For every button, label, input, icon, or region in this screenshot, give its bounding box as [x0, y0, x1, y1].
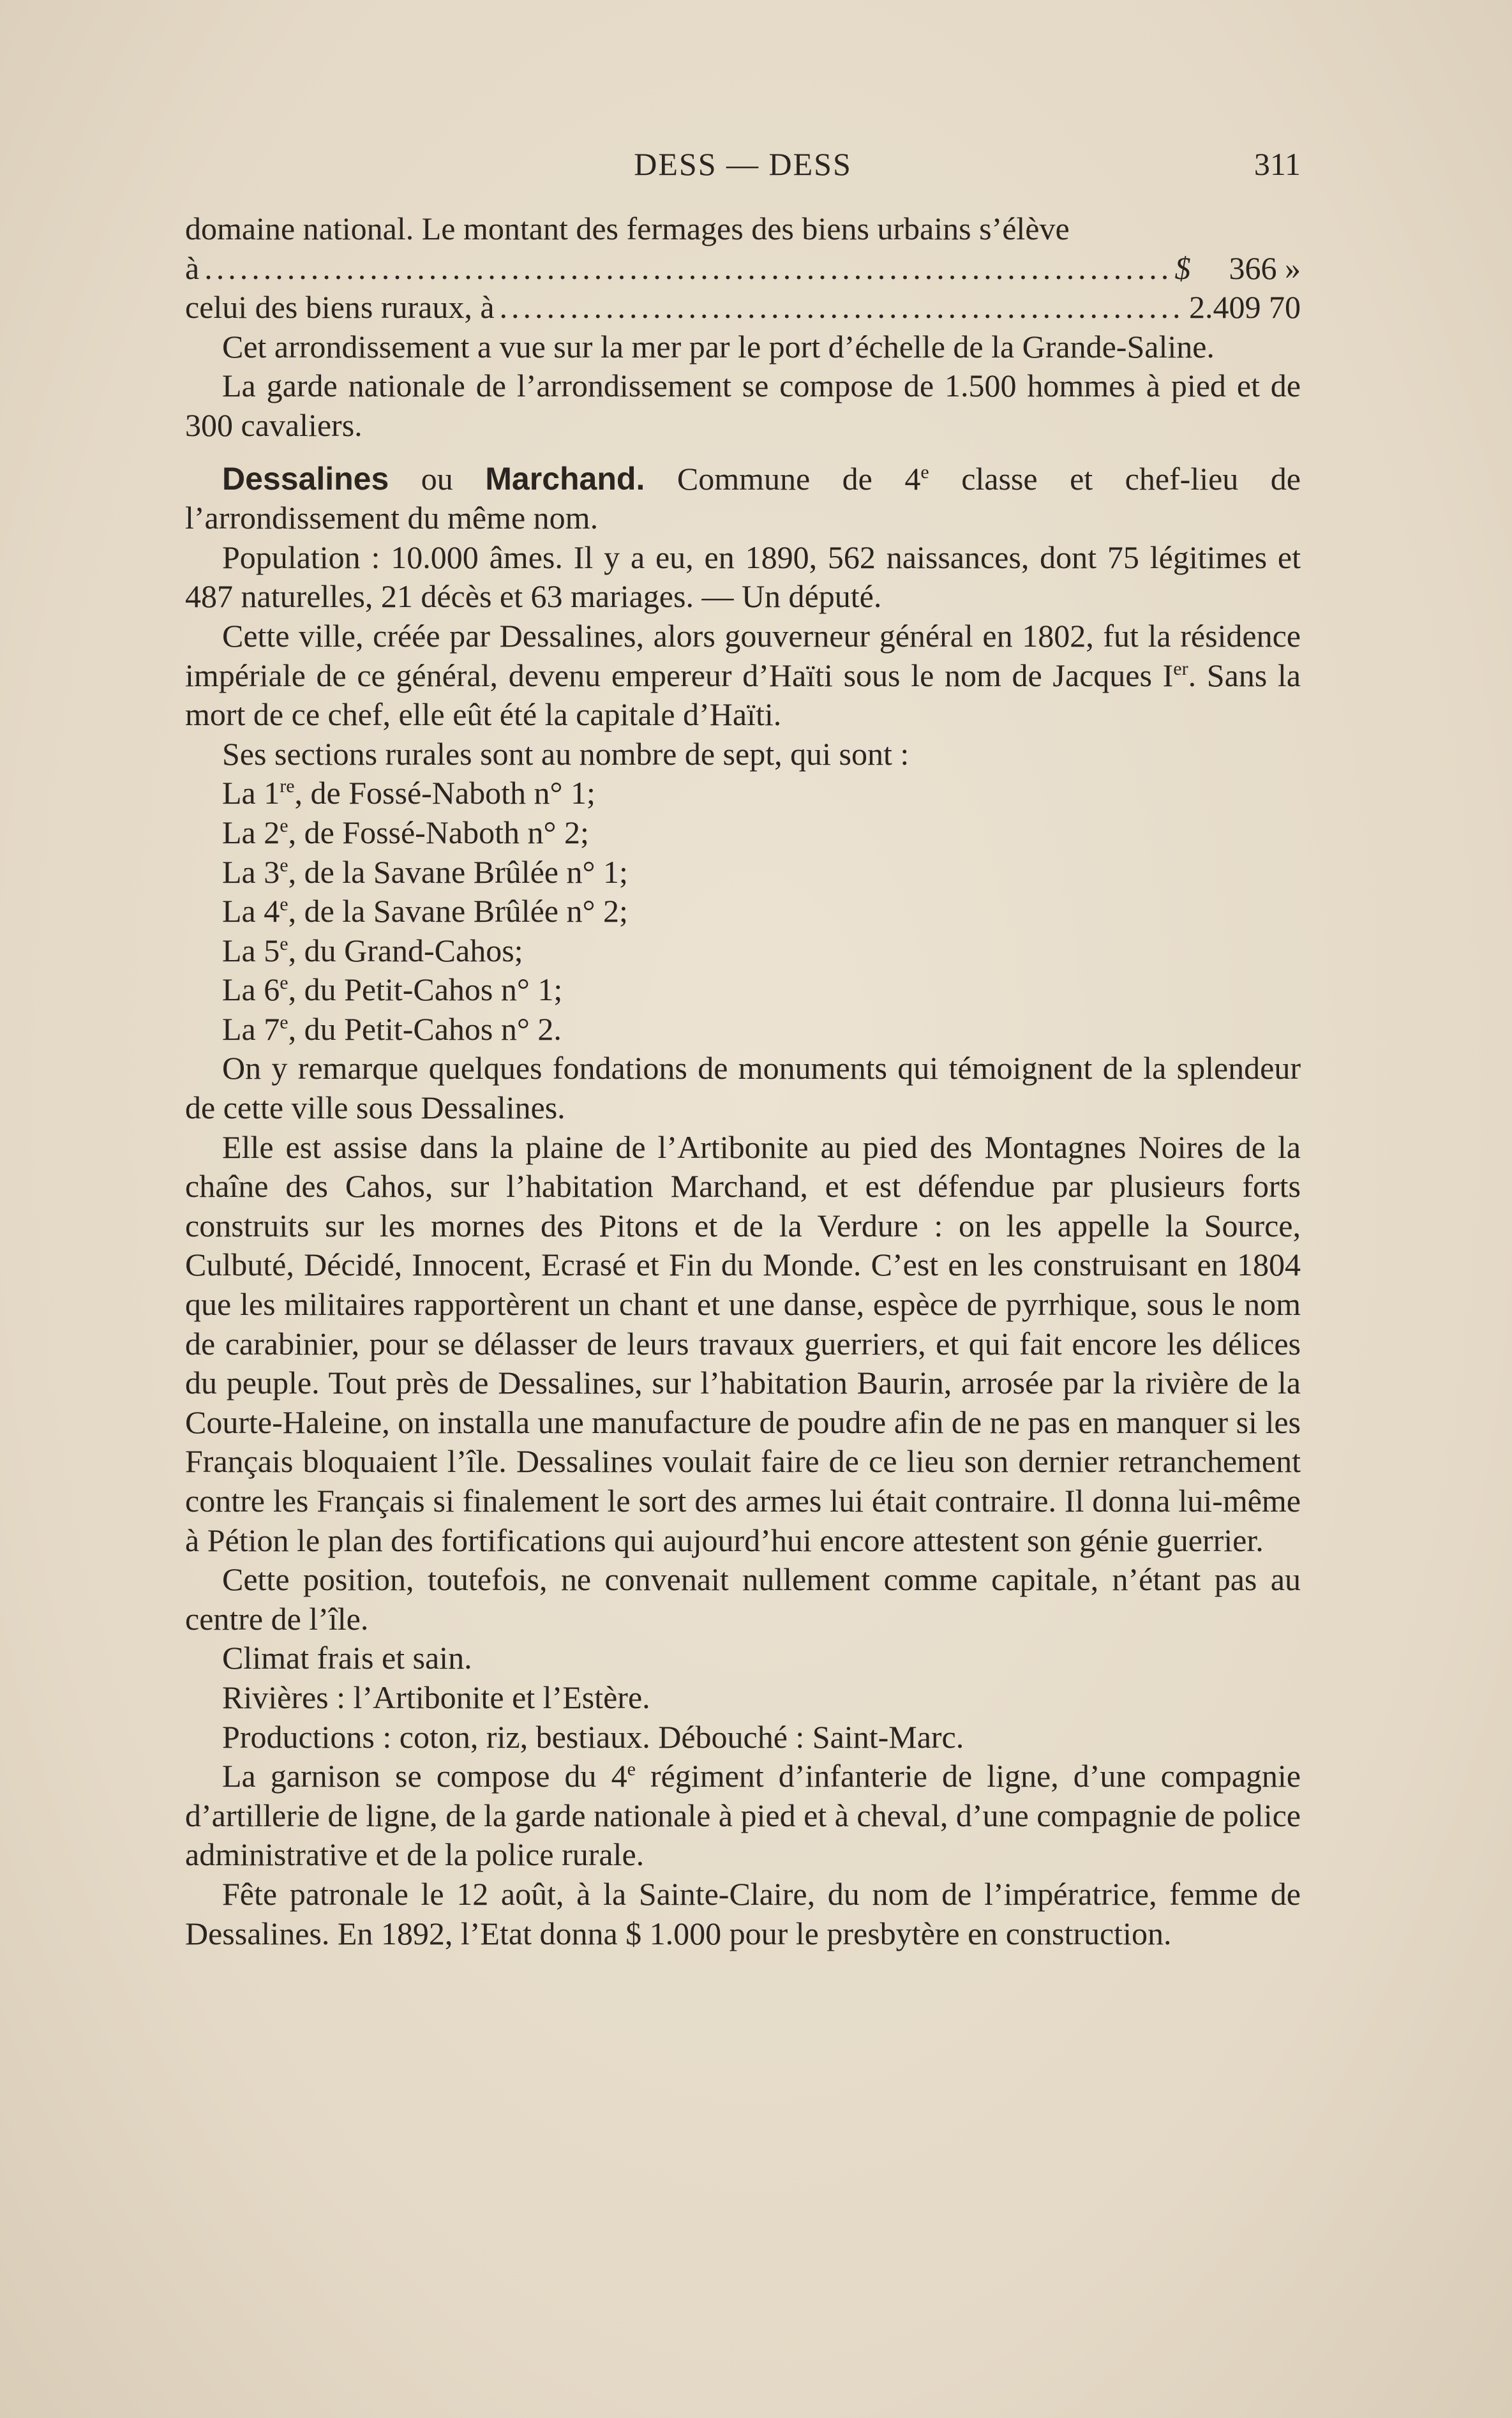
port-paragraph: Cet arrondissement a vue sur la mer par le port d’échelle de la Grande-Saline. — [222, 328, 1215, 364]
rural-rent-row — [185, 288, 1301, 327]
ordinal-sup: e — [280, 933, 288, 954]
section-item — [185, 813, 1301, 853]
ordinal-sup: re — [280, 776, 295, 797]
ordinal-sup: e — [280, 854, 288, 876]
history-text-b: . Sans la mort de ce chef, elle eût été la capitale d’Haïti. — [185, 657, 1301, 733]
headword-marchand: Marchand. — [485, 460, 645, 497]
feast-paragraph: Fête patronale le 12 août, à la Sainte-Claire, du nom de l’impératrice, femme de Dessalines. En 1892, l’Etat donna $ 1.000 pour le presbytère en construction. — [185, 1875, 1301, 1951]
section-text: , de la Savane Brûlée n° 1; — [288, 853, 628, 890]
section-text: , du Grand-Cahos; — [288, 932, 523, 968]
section-text: , du Petit-Cahos n° 1; — [288, 972, 563, 1008]
section-text: , de Fossé-Naboth n° 1; — [294, 775, 595, 811]
section-item — [185, 1010, 1301, 1049]
ordinal-sup: e — [280, 972, 288, 994]
page-body — [185, 209, 1301, 1953]
section-number: La 3 — [222, 853, 280, 890]
headword-class-text: Commune de 4 — [677, 460, 921, 497]
section-item — [185, 853, 1301, 892]
section-item — [185, 970, 1301, 1010]
page-header — [185, 146, 1301, 191]
climate-paragraph: Climat frais et sain. — [222, 1640, 472, 1676]
ordinal-sup: e — [280, 815, 288, 836]
rural-rent-amount: 2.409 70 — [1189, 289, 1301, 326]
leader-dots — [204, 249, 1169, 289]
section-number: La 6 — [222, 972, 280, 1008]
ordinal-sup: er — [1173, 657, 1188, 679]
leader-dots — [500, 288, 1184, 327]
headword-class-end: classe et chef-lieu de l’arrondissement du même nom. — [185, 460, 1301, 536]
continuation-paragraph: domaine national. Le montant des fermages des biens urbains s’élève — [185, 211, 1070, 246]
entry-headword-paragraph — [185, 460, 1301, 538]
section-number: La 2 — [222, 814, 280, 850]
section-text: , de la Savane Brûlée n° 2; — [288, 893, 628, 929]
section-number: La 4 — [222, 893, 280, 929]
history-paragraph — [185, 617, 1301, 735]
position-paragraph: Cette position, toutefois, ne convenait nullement comme capitale, n’étant pas au centre de l’île. — [185, 1561, 1301, 1637]
entry-gap — [185, 446, 1301, 460]
urban-rent-label: à — [185, 250, 200, 286]
page-number: 311 — [1254, 146, 1301, 182]
headword-or: ou — [421, 460, 453, 497]
geography-paragraph: Elle est assise dans la plaine de l’Artibonite au pied des Montagnes Noires de la chaîne des Cahos, sur l’habitation Marchand, et est défendue par plusieurs forts construits sur les mornes des Pitons et de la Verdure : on les appelle la Source, Culbuté, Décidé, Innocent, Ecrasé et Fin du Monde. C’est en les construisant en 1804 que les militaires rapportèrent un chant et une danse, espèce de pyrrhique, sous le nom de carabinier, pour se délasser de leurs travaux guerriers, et qui fait encore les délices du peuple. Tout près de Dessalines, sur l’habitation Baurin, arrosée par la rivière de la Courte-Haleine, on installa une manufacture de poudre afin de ne pas en manquer si les Français bloquaient l’île. Dessalines voulait faire de ce lieu son dernier retranchement contre les Français si finalement le sort des armes lui était contraire. Il donna lui-même à Pétion le plan des fortifications qui aujourd’hui encore attestent son génie guerrier. — [185, 1129, 1301, 1558]
monuments-paragraph: On y remarque quelques fondations de monuments qui témoignent de la splendeur de cette ville sous Dessalines. — [185, 1050, 1301, 1126]
history-text-a: Cette ville, créée par Dessalines, alors gouverneur général en 1802, fut la résidence impériale de ce général, devenu empereur d’Haïti sous le nom de Jacques I — [185, 617, 1301, 693]
section-number: La 1 — [222, 775, 280, 811]
garrison-text-a: La garnison se compose du 4 — [222, 1758, 627, 1794]
urban-rent-amount: 366 » — [1229, 250, 1301, 286]
section-text: , de Fossé-Naboth n° 2; — [288, 814, 589, 850]
garrison-paragraph — [185, 1757, 1301, 1875]
section-number: La 7 — [222, 1010, 280, 1047]
running-title: DESS — DESS — [634, 146, 852, 182]
section-item — [185, 774, 1301, 813]
ordinal-sup: e — [627, 1759, 636, 1780]
productions-paragraph: Productions : coton, riz, bestiaux. Débouché : Saint-Marc. — [222, 1718, 964, 1755]
currency-sign: $ — [1174, 250, 1191, 286]
rural-rent-label: celui des biens ruraux, à — [185, 289, 495, 326]
rivers-paragraph: Rivières : l’Artibonite et l’Estère. — [222, 1679, 650, 1715]
garrison-text-b: régiment d’infanterie de ligne, d’une compagnie d’artillerie de ligne, de la garde nationale à pied et à cheval, d’une compagnie de police administrative et de la police rurale. — [185, 1758, 1301, 1873]
population-paragraph: Population : 10.000 âmes. Il y a eu, en 1890, 562 naissances, dont 75 légitimes et 487 naturelles, 21 décès et 63 mariages. — Un député. — [185, 539, 1301, 615]
headword-dessalines: Dessalines — [222, 460, 389, 497]
urban-rent-row — [185, 249, 1301, 289]
ordinal-sup: e — [920, 461, 929, 483]
ordinal-sup: e — [280, 1011, 288, 1033]
section-item — [185, 892, 1301, 931]
section-text: , du Petit-Cahos n° 2. — [288, 1010, 562, 1047]
sections-intro: Ses sections rurales sont au nombre de sept, qui sont : — [222, 735, 909, 772]
section-number: La 5 — [222, 932, 280, 968]
ordinal-sup: e — [280, 894, 288, 915]
national-guard-paragraph: La garde nationale de l’arrondissement se compose de 1.500 hommes à pied et de 300 cavaliers. — [185, 368, 1301, 443]
section-item — [185, 931, 1301, 971]
